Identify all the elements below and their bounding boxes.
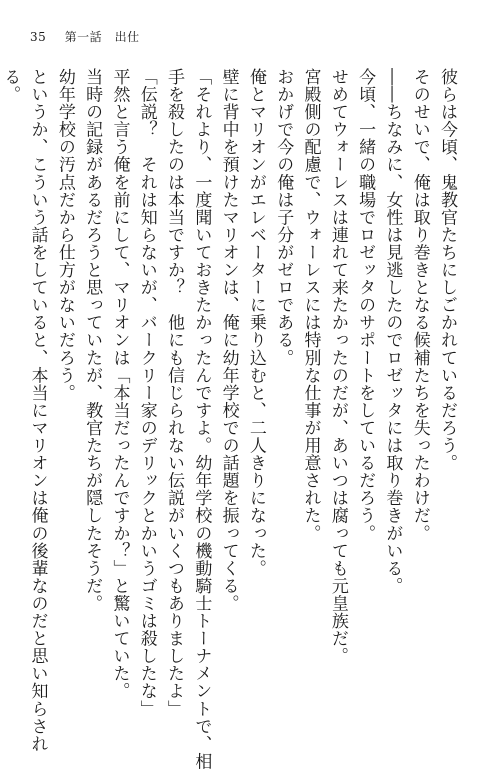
text-line: ――ちなみに、女性は見逃したのでロゼッタには取り巻きがいる。 [382,68,403,595]
text-line: というか、こういう話をしていると、本当にマリオンは俺の後輩なのだと思い知らされ [27,68,48,753]
page-number: 35 [30,30,47,44]
text-line: 宮殿側の配慮で、ウォーレスには特別な仕事が用意された。 [300,68,321,542]
running-header [30,28,140,45]
text-line: 手を殺したのは本当ですか？ 他にも信じられない伝説がいくつもありましたよ」 [164,68,185,718]
vertical-body-text [0,68,460,770]
text-line: そのせいで、俺は取り巻きとなる候補たちを失ったわけだ。 [409,68,430,542]
text-line: 彼らは今頃、鬼教官たちにしごかれているだろう。 [437,68,457,472]
text-line: 「伝説？ それは知らないが、バークリー家のデリックとかいうゴミは殺したな」 [136,68,157,718]
text-line: 幼年学校の汚点だから仕方がないだろう。 [54,68,75,402]
text-line: 平然と言う俺を前にして、マリオンは「本当だったんですか？」と驚いていた。 [109,68,130,700]
text-line: 当時の記録があるだろうと思っていたが、教官たちが隠したそうだ。 [82,68,103,613]
chapter-title: 第一話 出仕 [64,30,140,44]
text-line: 俺とマリオンがエレベーターに乗り込むと、二人きりになった。 [245,68,266,577]
text-line: 「それより、一度聞いておきたかったんですよ。幼年学校の機動騎士トーナメントで、相 [191,68,212,770]
text-line: 壁に背中を預けたマリオンは、俺に幼年学校での話題を振ってくる。 [218,68,239,613]
text-line: せめてウォーレスは連れて来たかったのだが、あいつは腐っても元皇族だ。 [327,68,348,665]
text-line: る。 [0,68,21,104]
text-line: 今頃、一緒の職場でロゼッタのサポートをしているだろう。 [355,68,376,542]
text-line: おかげで今の俺は子分がゼロである。 [273,68,294,367]
